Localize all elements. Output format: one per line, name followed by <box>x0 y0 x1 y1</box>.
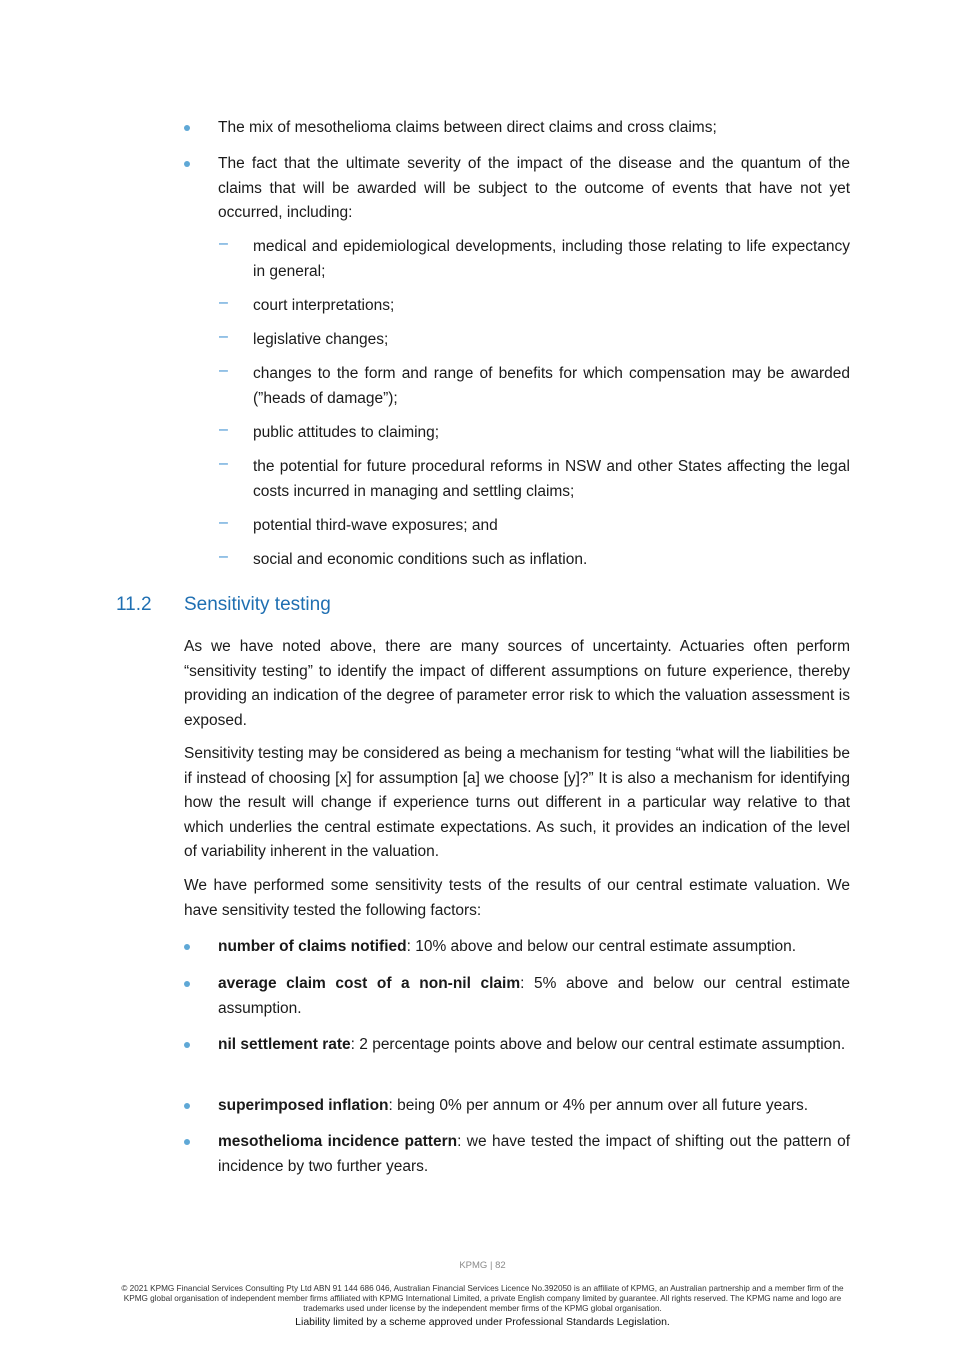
dash-icon: – <box>219 455 228 472</box>
factor-term: superimposed inflation <box>218 1097 389 1114</box>
factor-desc: : 5% above and below our central estimate assumption. <box>218 975 850 1017</box>
section-number: 11.2 <box>116 594 152 615</box>
bullet-dot-icon <box>184 944 190 950</box>
factor-desc: : 2 percentage points above and below our central estimate assumption. <box>350 1036 846 1053</box>
list-item <box>184 152 850 226</box>
list-item <box>219 328 850 353</box>
paragraph-text: We have performed some sensitivity tests of the results of our central estimate valuation. We have sensitivity tested the following factors: <box>184 877 850 919</box>
sub-list <box>184 294 850 319</box>
copyright-notice: © 2021 KPMG Financial Services Consulting Pty Ltd ABN 91 144 686 046, Australian Financial Services Licence No.392050 is an affiliate of KPMG, an Australian partnership and a member firm of the KPMG global organisation of independent member firms affiliated with KPMG International Limited, a private English company limited by guarantee. All rights reserved. The KPMG name and logo are trademarks used under license by the independent member firms of the KPMG global organisation. <box>121 1284 844 1314</box>
factor-desc: : 10% above and below our central estimate assumption. <box>406 938 797 955</box>
bullet-dot-icon <box>184 1103 190 1109</box>
sub-item-text: public attitudes to claiming; <box>253 424 440 441</box>
page-number: KPMG | 82 <box>459 1260 506 1271</box>
sub-item-text: the potential for future procedural reforms in NSW and other States affecting the legal costs incurred in managing and settling claims; <box>253 458 850 500</box>
paragraph <box>184 742 850 865</box>
sub-list <box>184 362 850 411</box>
factor-text <box>218 972 850 1021</box>
dash-icon: – <box>219 548 228 565</box>
dash-icon: – <box>219 328 228 345</box>
paragraph <box>184 635 850 733</box>
factor-desc: : we have tested the impact of shifting out the pattern of incidence by two further years. <box>218 1133 851 1175</box>
factor-text <box>218 1033 850 1058</box>
paragraph <box>184 874 850 923</box>
bullet-dot-icon <box>184 125 190 131</box>
factor-term: mesothelioma incidence pattern <box>218 1133 458 1150</box>
list-item <box>219 362 850 411</box>
list-item <box>184 1130 850 1179</box>
factor-list <box>184 935 850 960</box>
sub-item-text: social and economic conditions such as inflation. <box>253 551 588 568</box>
sub-item-text: legislative changes; <box>253 331 389 348</box>
list-item <box>219 455 850 504</box>
paragraph-text: Sensitivity testing may be considered as being a mechanism for testing “what will the liabilities be if instead of choosing [x] for assumption [a] we choose [y]?” It is also a mechanism for identifying how the result will change if experience turns out different in a particular way relative to that which underlies the central estimate expectations. As such, it provides an indication of the level of variability inherent in the valuation. <box>184 745 850 860</box>
factor-list <box>184 1033 850 1058</box>
bullet-dot-icon <box>184 1042 190 1048</box>
dash-icon: – <box>219 362 228 379</box>
factor-term: average claim cost of a non-nil claim <box>218 975 521 992</box>
sub-list <box>184 328 850 353</box>
bullet-dot-icon <box>184 981 190 987</box>
list-item <box>219 421 850 446</box>
bullet-list-top <box>184 116 850 141</box>
list-item <box>184 116 850 141</box>
bullet-dot-icon <box>184 1139 190 1145</box>
dash-icon: – <box>219 235 228 252</box>
sub-list <box>184 235 850 284</box>
bullet-text: The fact that the ultimate severity of the impact of the disease and the quantum of the claims that will be awarded will be subject to the outcome of events that have not yet occurred, including: <box>218 155 850 221</box>
factor-term: number of claims notified <box>218 938 407 955</box>
bullet-dot-icon <box>184 161 190 167</box>
dash-icon: – <box>219 294 228 311</box>
list-item <box>184 1094 850 1119</box>
list-item <box>184 935 850 960</box>
factor-term: nil settlement rate <box>218 1036 351 1053</box>
bullet-text: The mix of mesothelioma claims between direct claims and cross claims; <box>218 119 717 136</box>
list-item <box>219 235 850 284</box>
liability-notice: Liability limited by a scheme approved under Professional Standards Legislation. <box>295 1316 670 1328</box>
sub-item-text: changes to the form and range of benefits for which compensation may be awarded (”heads of damage”); <box>253 365 850 407</box>
list-item <box>219 548 850 573</box>
paragraph-text: As we have noted above, there are many sources of uncertainty. Actuaries often perform “sensitivity testing” to identify the impact of different assumptions on future experience, thereby providing an indication of the degree of parameter error risk to which the valuation assessment is exposed. <box>184 638 850 729</box>
sub-item-text: medical and epidemiological developments, including those relating to life expectancy in general; <box>253 238 850 280</box>
sub-list <box>184 421 850 446</box>
sub-list <box>184 455 850 504</box>
factor-text <box>218 1094 850 1119</box>
list-item <box>219 294 850 319</box>
factor-desc: : being 0% per annum or 4% per annum over all future years. <box>388 1097 809 1114</box>
section-title: Sensitivity testing <box>184 594 331 615</box>
bullet-list-top-2 <box>184 152 850 226</box>
factor-list <box>184 972 850 1021</box>
list-item <box>219 514 850 539</box>
sub-item-text: potential third-wave exposures; and <box>253 517 498 534</box>
sub-list <box>184 514 850 539</box>
factor-text <box>218 1130 850 1179</box>
dash-icon: – <box>219 514 228 531</box>
sub-item-text: court interpretations; <box>253 297 395 314</box>
factor-text <box>218 935 850 960</box>
factor-list <box>184 1094 850 1119</box>
dash-icon: – <box>219 421 228 438</box>
list-item <box>184 1033 850 1058</box>
sub-list <box>184 548 850 573</box>
list-item <box>184 972 850 1021</box>
factor-list <box>184 1130 850 1179</box>
